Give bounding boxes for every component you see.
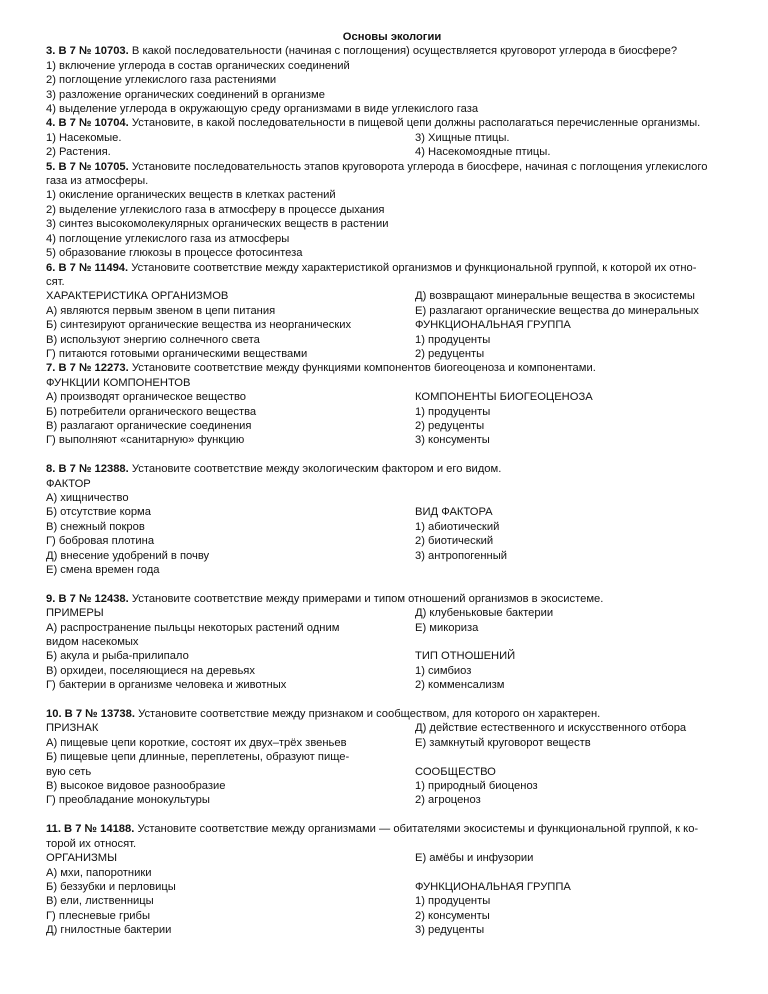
answer-option: Д) действие естественного и искусственного отбора	[415, 722, 687, 735]
answer-option: 1) природный биоценоз	[415, 780, 538, 793]
answer-row	[46, 534, 738, 548]
answer-option: А) пищевые цепи короткие, состоят их двух–трёх звеньев	[46, 736, 347, 749]
answer-option: 2) редуценты	[415, 419, 485, 432]
answer-row	[46, 678, 738, 692]
column-header: ХАРАКТЕРИСТИКА ОРГАНИЗМОВ	[46, 290, 229, 303]
answer-option: Д) внесение удобрений в почву	[46, 549, 210, 562]
question-4-heading	[46, 116, 738, 130]
question-7-heading	[46, 361, 738, 375]
question-number: 10. В 7 № 13738.	[46, 708, 135, 721]
answer-option: Б) беззубки и перловицы	[46, 880, 176, 893]
answer-option: 2) поглощение углекислого газа растениями	[46, 74, 277, 87]
answer-option: 1) продуценты	[415, 405, 491, 418]
answer-option: 1) продуценты	[415, 333, 491, 346]
column-header: КОМПОНЕНТЫ БИОГЕОЦЕНОЗА	[415, 391, 593, 404]
question-text: Установите соответствие между функциями компонентов биогеоценоза и компонентами.	[128, 362, 596, 375]
answer-option: 4) поглощение углекислого газа из атмосферы	[46, 232, 290, 245]
answer-option: 2) редуценты	[415, 347, 485, 360]
answer-option: 1) включение углерода в состав органических соединений	[46, 59, 350, 72]
answer-option: А) хищничество	[46, 491, 129, 504]
answer-row	[46, 405, 738, 419]
answer-option: Г) бактерии в организме человека и животных	[46, 679, 287, 692]
question-number: 5. В 7 № 10705.	[46, 160, 129, 173]
question-5-heading	[46, 160, 738, 174]
answer-option	[415, 563, 738, 577]
answer-row	[46, 621, 738, 635]
answer-row	[46, 894, 738, 908]
answer-option	[415, 477, 738, 491]
answer-option: 1) симбиоз	[415, 664, 472, 677]
answer-row	[46, 419, 738, 433]
answer-row	[46, 635, 738, 649]
answer-row	[46, 649, 738, 663]
question-number: 8. В 7 № 12388.	[46, 463, 129, 476]
answer-option: Е) микориза	[415, 621, 479, 634]
question-text-continued: газа из атмосферы.	[46, 175, 149, 188]
answer-option: 3) разложение органических соединений в организме	[46, 88, 325, 101]
question-number: 9. В 7 № 12438.	[46, 592, 129, 605]
column-header: ФУНКЦИОНАЛЬНАЯ ГРУППА	[415, 880, 571, 893]
question-8-heading	[46, 462, 738, 476]
column-header: ПРИМЕРЫ	[46, 607, 104, 620]
answer-row	[46, 477, 738, 491]
answer-option: Д) гнилостные бактерии	[46, 924, 172, 937]
answer-row	[46, 750, 738, 764]
column-header: ВИД ФАКТОРА	[415, 506, 493, 519]
answer-row	[46, 491, 738, 505]
question-number: 6. В 7 № 11494.	[46, 261, 129, 274]
question-text: Установите соответствие между характеристикой организмов и функциональной группой, к которой их отно-	[128, 261, 697, 274]
column-header: ПРИЗНАК	[46, 722, 99, 735]
answer-option	[415, 866, 738, 880]
answer-option	[415, 491, 738, 505]
question-number: 7. В 7 № 12273.	[46, 362, 129, 375]
answer-option: В) используют энергию солнечного света	[46, 333, 260, 346]
answer-row	[46, 851, 738, 865]
answer-option: Е) смена времен года	[46, 564, 160, 577]
answer-row	[46, 664, 738, 678]
answer-option: Б) синтезируют органические вещества из неорганических	[46, 319, 352, 332]
answer-option: вую сеть	[46, 765, 92, 778]
answer-row	[46, 304, 738, 318]
spacer	[46, 448, 738, 462]
answer-row	[46, 145, 738, 159]
answer-row	[46, 765, 738, 779]
answer-option: Б) потребители органического вещества	[46, 405, 257, 418]
question-6-heading	[46, 261, 738, 275]
answer-option	[415, 635, 738, 649]
answer-option: Г) бобровая плотина	[46, 535, 155, 548]
answer-option: видом насекомых	[46, 636, 139, 649]
answer-option: 2) комменсализм	[415, 679, 505, 692]
answer-row	[46, 563, 738, 577]
answer-option: 3) консументы	[415, 434, 490, 447]
answer-option: Г) выполняют «санитарную» функцию	[46, 434, 245, 447]
answer-option	[415, 750, 738, 764]
answer-option: Д) клубеньковые бактерии	[415, 607, 554, 620]
answer-option: 2) Растения.	[46, 146, 111, 159]
answer-row	[46, 333, 738, 347]
question-text: Установите, в какой последовательности в пищевой цепи должны располагаться перечисленные организмы.	[128, 117, 701, 130]
question-text-continued: сят.	[46, 275, 65, 288]
question-text: Установите последовательность этапов круговорота углерода в биосфере, начиная с поглощения углекислого	[128, 160, 708, 173]
answer-option: В) разлагают органические соединения	[46, 419, 252, 432]
answer-option: Г) преобладание монокультуры	[46, 794, 210, 807]
answer-option: А) распространение пыльцы некоторых растений одним	[46, 621, 340, 634]
question-11-heading	[46, 822, 738, 836]
answer-option: В) высокое видовое разнообразие	[46, 780, 226, 793]
answer-row	[46, 289, 738, 303]
answer-option: 1) абиотический	[415, 520, 500, 533]
question-number: 4. В 7 № 10704.	[46, 117, 129, 130]
question-3-heading	[46, 44, 738, 58]
answer-option: Б) пищевые цепи длинные, переплетены, образуют пище-	[46, 751, 350, 764]
answer-option: А) являются первым звеном в цепи питания	[46, 304, 276, 317]
answer-option: В) ели, лиственницы	[46, 895, 154, 908]
question-number: 3. В 7 № 10703.	[46, 45, 129, 58]
answer-row	[46, 318, 738, 332]
page-title: Основы экологии	[342, 31, 442, 43]
answer-row	[46, 793, 738, 807]
answer-row	[46, 721, 738, 735]
answer-option: Е) замкнутый круговорот веществ	[415, 736, 591, 749]
question-text: Установите соответствие между экологическим фактором и его видом.	[128, 463, 502, 476]
spacer	[46, 693, 738, 707]
answer-row	[46, 880, 738, 894]
question-text: Установите соответствие между примерами и типом отношений организмов в экосистеме.	[128, 592, 604, 605]
question-number: 11. В 7 № 14188.	[46, 823, 135, 836]
answer-row	[46, 390, 738, 404]
question-text-continued: торой их относят.	[46, 837, 137, 850]
question-text: Установите соответствие между признаком и сообществом, для которого он характерен.	[134, 708, 601, 721]
question-text: Установите соответствие между организмами — обитателями экосистемы и функциональной группой, к ко-	[134, 823, 699, 836]
answer-option: 1) продуценты	[415, 895, 491, 908]
answer-row	[46, 549, 738, 563]
answer-option: 3) редуценты	[415, 924, 485, 937]
answer-option: 2) консументы	[415, 909, 490, 922]
column-header: ОРГАНИЗМЫ	[46, 852, 118, 865]
answer-option: 3) антропогенный	[415, 549, 508, 562]
answer-row	[46, 736, 738, 750]
answer-option: 2) выделение углекислого газа в атмосферу в процессе дыхания	[46, 203, 385, 216]
column-header: ФАКТОР	[46, 477, 91, 490]
column-header: СООБЩЕСТВО	[415, 765, 496, 778]
answer-option: В) снежный покров	[46, 520, 145, 533]
answer-option: В) орхидеи, поселяющиеся на деревьях	[46, 664, 255, 677]
column-header: ФУНКЦИИ КОМПОНЕНТОВ	[46, 376, 191, 389]
answer-option: 2) биотический	[415, 535, 494, 548]
answer-row	[46, 433, 738, 447]
answer-option: Д) возвращают минеральные вещества в экосистемы	[415, 290, 695, 303]
answer-row	[46, 779, 738, 793]
answer-row	[46, 606, 738, 620]
answer-option: Г) питаются готовыми органическими веществами	[46, 347, 308, 360]
answer-option: А) мхи, папоротники	[46, 866, 152, 879]
answer-option: А) производят органическое вещество	[46, 391, 247, 404]
question-10-heading	[46, 707, 738, 721]
answer-option: Е) амёбы и инфузории	[415, 852, 534, 865]
answer-row	[46, 923, 738, 937]
answer-option: 3) синтез высокомолекулярных органических веществ в растении	[46, 218, 389, 231]
answer-option: 2) агроценоз	[415, 794, 481, 807]
answer-option: 1) окисление органических веществ в клетках растений	[46, 189, 336, 202]
answer-option: Б) отсутствие корма	[46, 506, 151, 519]
answer-option: 1) Насекомые.	[46, 131, 122, 144]
answer-row	[46, 347, 738, 361]
answer-option: Е) разлагают органические вещества до минеральных	[415, 304, 699, 317]
answer-option: Б) акула и рыба-прилипало	[46, 650, 189, 663]
answer-option: 5) образование глюкозы в процессе фотосинтеза	[46, 247, 303, 260]
spacer	[46, 577, 738, 591]
answer-option: 3) Хищные птицы.	[415, 131, 510, 144]
column-header: ФУНКЦИОНАЛЬНАЯ ГРУППА	[415, 319, 571, 332]
answer-option: 4) выделение углерода в окружающую среду организмами в виде углекислого газа	[46, 103, 479, 116]
column-header: ТИП ОТНОШЕНИЙ	[415, 650, 516, 663]
question-9-heading	[46, 592, 738, 606]
question-text: В какой последовательности (начиная с поглощения) осуществляется круговорот углерода в биосфере?	[128, 45, 678, 58]
answer-row	[46, 131, 738, 145]
answer-row	[46, 909, 738, 923]
answer-option: Г) плесневые грибы	[46, 909, 151, 922]
answer-row	[46, 505, 738, 519]
answer-option: 4) Насекомоядные птицы.	[415, 146, 551, 159]
answer-row	[46, 520, 738, 534]
spacer	[46, 808, 738, 822]
answer-row	[46, 866, 738, 880]
